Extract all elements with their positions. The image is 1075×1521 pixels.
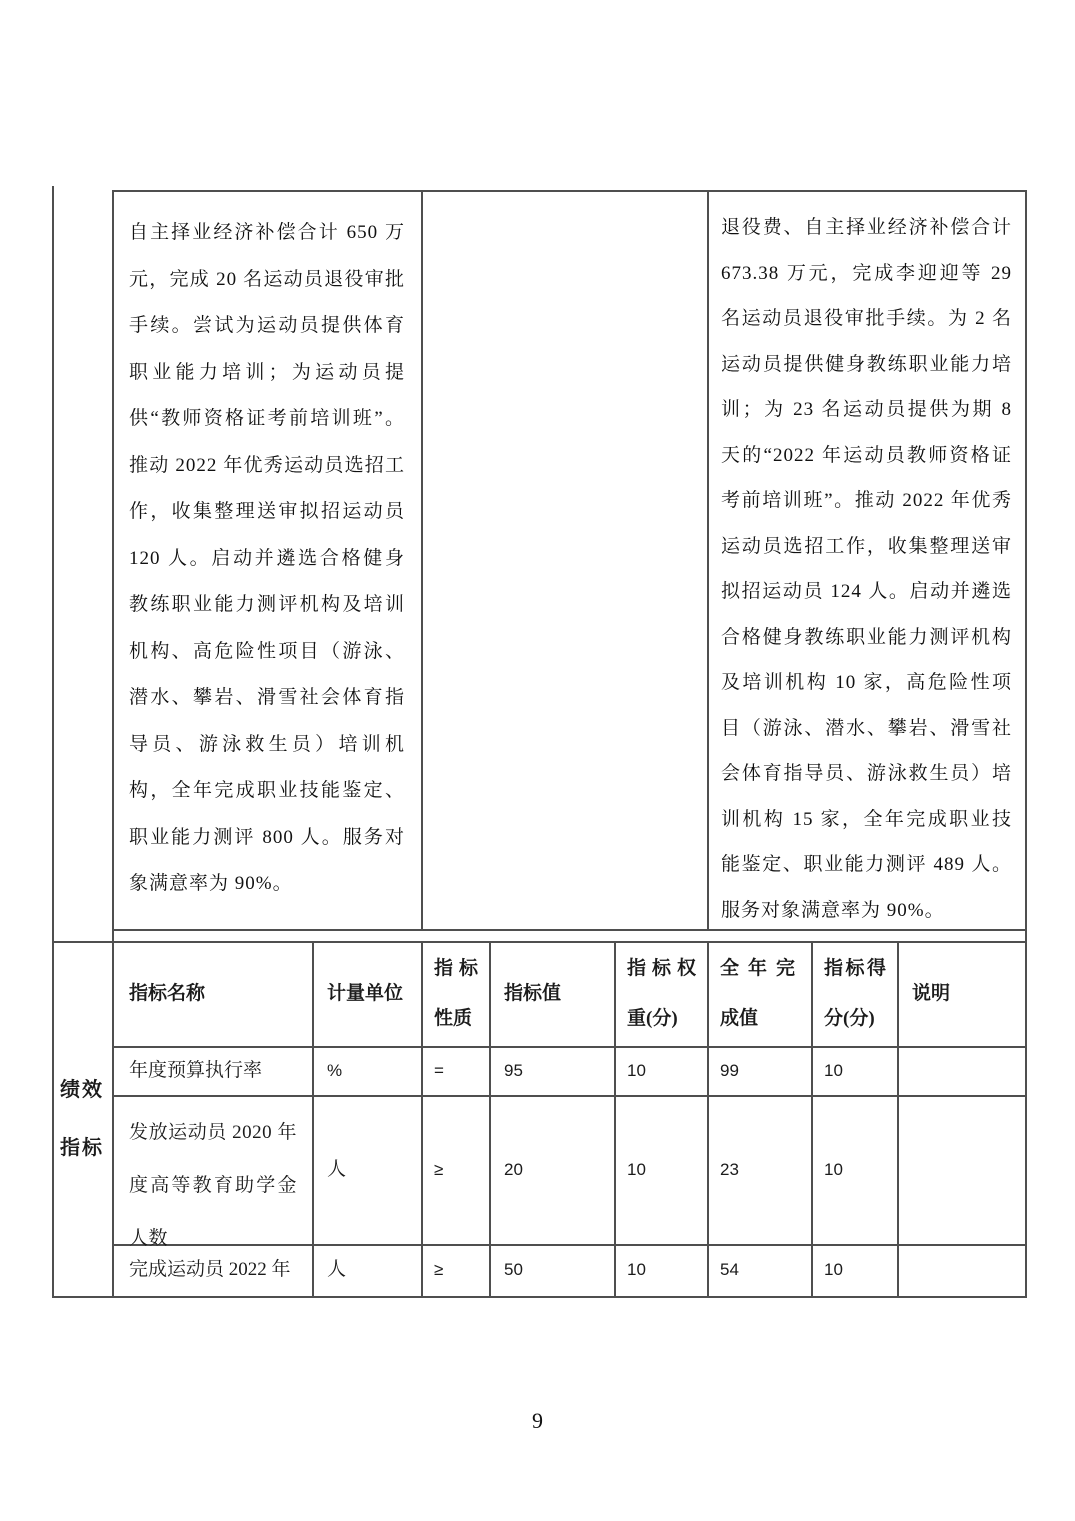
row1-note xyxy=(897,1046,1025,1095)
header-annual-completed-value: 全年完成值 xyxy=(720,957,795,1029)
empty-middle-cell xyxy=(421,190,707,929)
row3-unit: 人 xyxy=(327,1259,347,1280)
header-indicator-score: 指标得分(分) xyxy=(824,957,886,1029)
performance-section-label: 绩效指标 xyxy=(60,1078,104,1159)
row2-completed-value: 23 xyxy=(720,1159,739,1179)
row2-indicator-name: 发放运动员 2020 年度高等教育助学金人数 xyxy=(129,1122,297,1249)
row2-target-value: 20 xyxy=(504,1159,523,1179)
page-number: 9 xyxy=(532,1408,543,1433)
annual-target-text-cell: 自主择业经济补偿合计 650 万元，完成 20 名运动员退役审批手续。尝试为运动员提供体育职业能力培训；为运动员提供“教师资格证考前培训班”。推动 2022 年优秀运动员选招工作，收集整理送审拟招运动员 120 人。启动并遴选合格健身教练职业能力测评机构及培训机构、高危险性项目（游泳、潜水、攀岩、滑雪社会体育指导员、游泳救生员）培训机构，全年完成职业技能鉴定、职业能力测评 800 人。服务对象满意率为 90%。 xyxy=(129,222,405,894)
row2-nature: ≥ xyxy=(434,1159,444,1179)
row1-target-value: 95 xyxy=(504,1060,523,1080)
row3-score: 10 xyxy=(824,1260,843,1279)
row3-completed-value: 54 xyxy=(720,1260,739,1279)
row1-unit: % xyxy=(327,1060,343,1080)
row1-weight: 10 xyxy=(627,1060,646,1080)
header-measure-unit: 计量单位 xyxy=(327,982,404,1004)
row3-weight: 10 xyxy=(627,1260,646,1279)
header-indicator-weight: 指标权重(分) xyxy=(627,957,696,1029)
header-indicator-value: 指标值 xyxy=(504,982,562,1004)
header-indicator-name: 指标名称 xyxy=(129,982,206,1004)
row2-weight: 10 xyxy=(627,1159,646,1179)
row3-target-value: 50 xyxy=(504,1260,523,1279)
header-notes: 说明 xyxy=(912,982,951,1004)
row3-indicator-name: 完成运动员 2022 年 xyxy=(129,1259,291,1280)
row3-nature: ≥ xyxy=(434,1260,444,1279)
row1-completed-value: 99 xyxy=(720,1060,739,1080)
row2-unit: 人 xyxy=(327,1158,347,1180)
row1-score: 10 xyxy=(824,1060,843,1080)
row1-indicator-name: 年度预算执行率 xyxy=(129,1059,263,1081)
table-border-bottom xyxy=(52,1296,1027,1298)
annual-completion-text-cell: 退役费、自主择业经济补偿合计 673.38 万元，完成李迎迎等 29 名运动员退役审批手续。为 2 名运动员提供健身教练职业能力培训；为 23 名运动员提供为期 8 天的“2022 年运动员教师资格证考前培训班”。推动 2022 年优秀运动员选招工作，收集整理送审拟招运动员 124 人。启动并遴选合格健身教练职业能力测评机构及培训机构 10 家，高危险性项目（游泳、潜水、攀岩、滑雪社会体育指导员、游泳救生员）培训机构 15 家，全年完成职业技能鉴定、职业能力测评 489 人。服务对象满意率为 90%。 xyxy=(721,217,1012,921)
row2-score: 10 xyxy=(824,1159,843,1179)
header-indicator-nature: 指标性质 xyxy=(434,957,478,1029)
row2-note xyxy=(897,1095,1025,1244)
row1-nature: = xyxy=(434,1060,444,1080)
table-border-right xyxy=(1025,190,1027,1298)
row3-note xyxy=(897,1244,1025,1296)
